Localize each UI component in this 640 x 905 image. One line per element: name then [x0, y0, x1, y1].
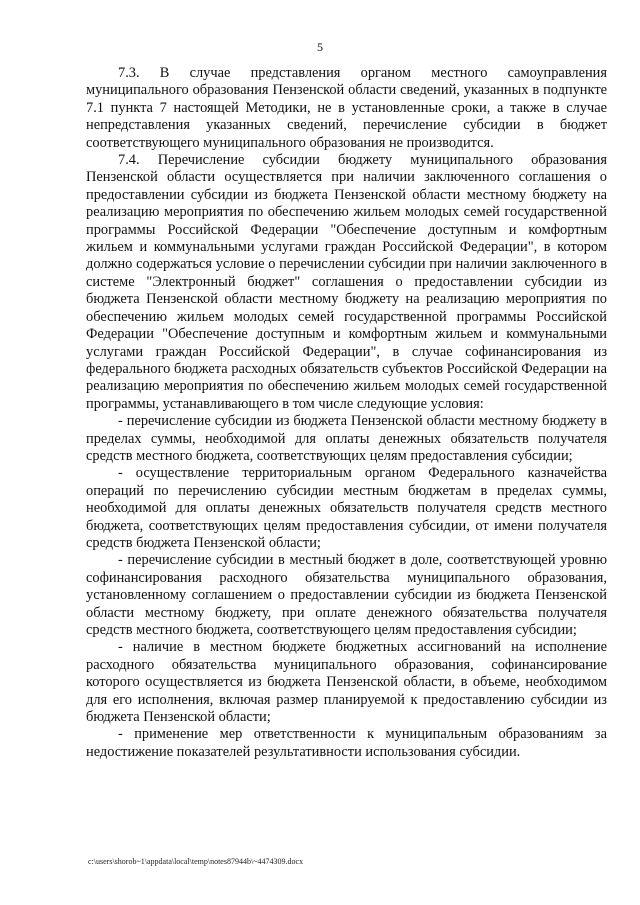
condition-item-1: - перечисление субсидии из бюджета Пензенской области местному бюджету в пределах суммы, необходимой для оплаты денежных обязательств получателя средств местного бюджета, соответствующих целям предоставления субсидии;	[86, 413, 607, 464]
condition-item-3: - перечисление субсидии в местный бюджет в доле, соответствующей уровню софинансирования расходного обязательства муниципального образования, установленному соглашением о предоставлении субсидии из бюджета Пензенской области местному бюджету, при оплате денежного обязательства получателя средств местного бюджета, соответствующего целям предоставления субсидии;	[86, 552, 607, 638]
file-path-footer: c:\users\shorob~1\appdata\local\temp\notes87944b\~4474309.docx	[88, 857, 304, 866]
page-number: 5	[317, 40, 323, 54]
condition-item-4: - наличие в местном бюджете бюджетных ассигнований на исполнение расходного обязательства муниципального образования, софинансирование которого осуществляется из бюджета Пензенской области, в объеме, необходимом для его исполнения, включая размер планируемой к предоставлению субсидии из бюджета Пензенской области;	[86, 639, 607, 726]
paragraph-7-4: 7.4. Перечисление субсидии бюджету муниципального образования Пензенской области осуществляется при наличии заключенного соглашения о предоставлении субсидии из бюджета Пензенской области местному бюджету на реализацию мероприятия по обеспечению жильем молодых семей государственной программы Российской Федерации "Обеспечение доступным и комфортным жильем и коммунальными услугами граждан Российской Федерации", в котором должно содержаться условие о перечислении субсидии при наличии заключенного в системе "Электронный бюджет" соглашения о предоставлении субсидии из бюджета Пензенской области местному бюджету на реализацию мероприятия по обеспечению жильем молодых семей государственной программы Российской Федерации "Обеспечение доступным и комфортным жильем и коммунальными услугами граждан Российской Федерации", в случае софинансирования из федерального бюджета расходных обязательств субъектов Российской Федерации на реализацию мероприятия по обеспечению жильем молодых семей государственной программы, устанавливающего в том числе следующие условия:	[86, 152, 607, 412]
condition-item-2: - осуществление территориальным органом Федерального казначейства операций по перечислению субсидии местным бюджетам в пределах суммы, необходимой для оплаты денежных обязательств получателя средств местного бюджета, соответствующих целям предоставления субсидии, от имени получателя средств бюджета Пензенской области;	[86, 465, 607, 551]
condition-item-5: - применение мер ответственности к муниципальным образованиям за недостижение показателей результативности использования субсидии.	[86, 726, 607, 760]
paragraph-7-3: 7.3. В случае представления органом местного самоуправления муниципального образования Пензенской области сведений, указанных в подпункте 7.1 пункта 7 настоящей Методики, не в установленные сроки, а также в случае непредставления указанных сведений, перечисление субсидии в бюджет соответствующего муниципального образования не производится.	[86, 65, 607, 151]
document-body	[86, 65, 607, 761]
